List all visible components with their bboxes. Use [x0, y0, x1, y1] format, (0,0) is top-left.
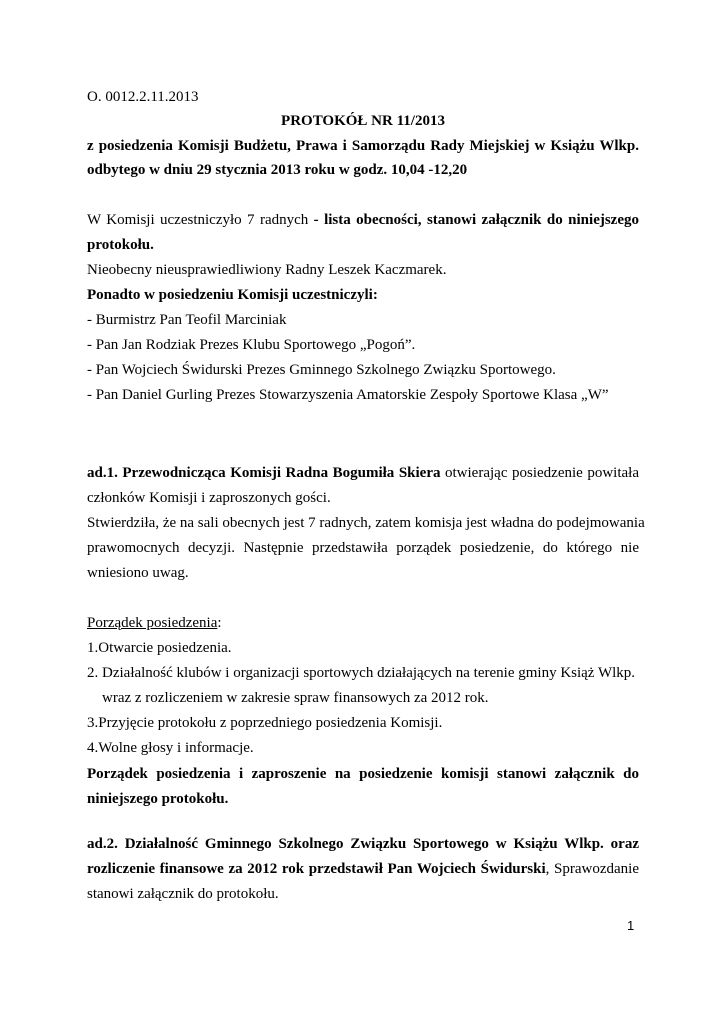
ad1-line-3: Stwierdziła, że na sali obecnych jest 7 radnych, zatem komisja jest władna do podejmowania [87, 515, 645, 531]
guest-list-item: - Pan Wojciech Świdurski Prezes Gminnego Szkolnego Związku Sportowego. [87, 362, 556, 378]
absent-member: Nieobecny nieusprawiedliwiony Radny Leszek Kaczmarek. [87, 262, 447, 278]
ad2-line-3: stanowi załącznik do protokołu. [87, 886, 279, 902]
attendance-line-1 [87, 211, 639, 229]
agenda-item-continuation: wraz z rozliczeniem w zakresie spraw finansowych za 2012 rok. [87, 690, 489, 706]
reference-number: O. 0012.2.11.2013 [87, 89, 199, 105]
ad2-line-1: ad.2. Działalność Gminnego Szkolnego Związku Sportowego w Książu Wlkp. oraz [87, 836, 639, 852]
ad1-heading: ad.1. Przewodnicząca Komisji Radna Bogumiła Skiera [87, 465, 441, 481]
ad1-line-2: członków Komisji i zaproszonych gości. [87, 490, 331, 506]
ad2-line-2 [87, 860, 639, 878]
guests-heading: Ponadto w posiedzeniu Komisji uczestniczyli: [87, 287, 378, 303]
ad2-report-text: , Sprawozdanie [545, 861, 639, 877]
agenda-item: 4.Wolne głosy i informacje. [87, 740, 254, 756]
agenda-note-line-2: niniejszego protokołu. [87, 791, 229, 807]
attendance-line-2: protokołu. [87, 237, 154, 253]
attendance-count-text: W Komisji uczestniczyło 7 radnych [87, 212, 309, 228]
guest-list-item: - Pan Jan Rodziak Prezes Klubu Sportowego „Pogoń”. [87, 337, 416, 353]
ad1-line-5: wniesiono uwag. [87, 565, 189, 581]
agenda-item: 3.Przyjęcie protokołu z poprzedniego posiedzenia Komisji. [87, 715, 443, 731]
ad1-line-4: prawomocnych decyzji. Następnie przedstawiła porządek posiedzenie, do którego nie [87, 540, 639, 556]
agenda-heading-colon: : [217, 615, 222, 631]
ad2-presenter: rozliczenie finansowe za 2012 rok przedstawił Pan Wojciech Świdurski [87, 861, 546, 877]
agenda-item: 2. Działalność klubów i organizacji sportowych działających na terenie gminy Książ Wlkp. [87, 665, 636, 681]
guest-list-item: - Burmistrz Pan Teofil Marciniak [87, 312, 287, 328]
attendance-list-note: - lista obecności, stanowi załącznik do niniejszego [308, 212, 639, 228]
guest-list-item: - Pan Daniel Gurling Prezes Stowarzyszenia Amatorskie Zespoły Sportowe Klasa „W” [87, 387, 609, 403]
ad1-line-1 [87, 464, 639, 482]
agenda-heading-line [87, 614, 639, 632]
page-number: 1 [627, 918, 635, 933]
protocol-title: PROTOKÓŁ NR 11/2013 [281, 113, 445, 129]
agenda-item: 1.Otwarcie posiedzenia. [87, 640, 232, 656]
agenda-note-line-1: Porządek posiedzenia i zaproszenie na posiedzenie komisji stanowi załącznik do [87, 766, 639, 782]
protocol-subtitle-line-2: odbytego w dniu 29 stycznia 2013 roku w godz. 10,04 -12,20 [87, 162, 468, 178]
protocol-subtitle-line-1: z posiedzenia Komisji Budżetu, Prawa i Samorządu Rady Miejskiej w Książu Wlkp. [87, 138, 639, 154]
agenda-heading: Porządek posiedzenia [87, 615, 218, 631]
ad1-opening-text: otwierając posiedzenie powitała [440, 465, 639, 481]
